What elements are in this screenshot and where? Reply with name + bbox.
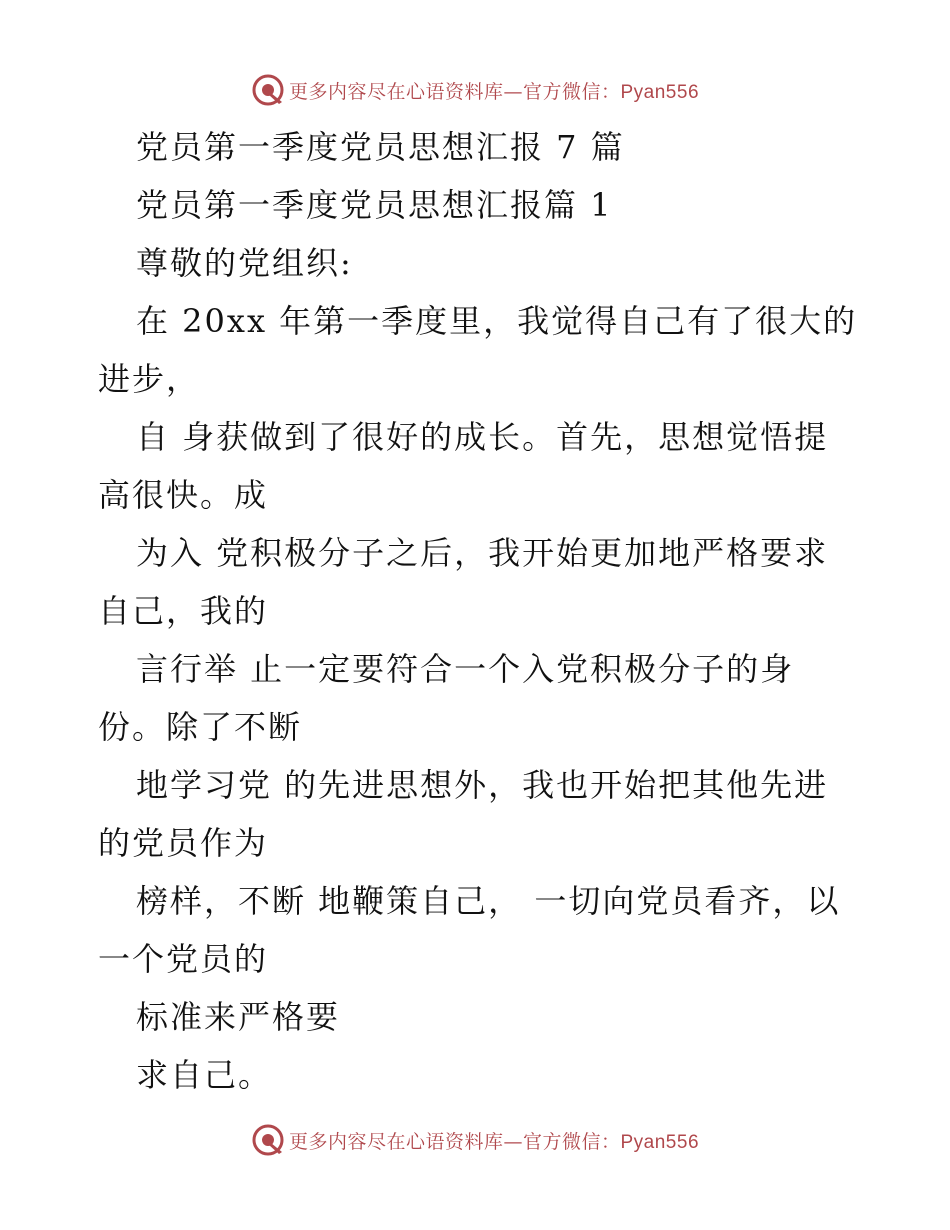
doc-line: 言行举 止一定要符合一个入党积极分子的身 [136,650,795,688]
doc-subtitle: 党员第一季度党员思想汇报篇 1 [136,186,613,224]
doc-line: 在 20xx 年第一季度里，我觉得自己有了很大的 [136,302,858,340]
doc-line: 的党员作为 [98,824,269,862]
doc-line: 标准来严格要 [136,998,341,1036]
doc-line: 一个党员的 [98,940,269,978]
logo-icon [251,73,285,107]
footer-banner-text [289,1127,699,1154]
doc-line: 进步， [98,360,201,398]
doc-line: 为入 党积极分子之后，我开始更加地严格要求 [136,534,829,572]
doc-line: 高很快。成 [98,476,269,514]
doc-line: 地学习党 的先进思想外，我也开始把其他先进 [136,766,829,804]
header-banner-label: 更多内容尽在心语资料库—官方微信： [288,80,621,103]
header-banner [0,70,950,110]
doc-line: 自 身获做到了很好的成长。首先，思想觉悟提 [136,418,829,456]
header-banner-text [289,77,699,104]
doc-salutation: 尊敬的党组织: [136,244,353,282]
footer-banner-handle: Pyan556 [620,1131,700,1153]
doc-title: 党员第一季度党员思想汇报 7 篇 [136,128,625,166]
doc-line: 份。除了不断 [98,708,303,746]
footer-banner-label: 更多内容尽在心语资料库—官方微信： [288,1130,621,1153]
header-banner-handle: Pyan556 [620,81,700,103]
doc-line: 自己，我的 [98,592,269,630]
doc-line: 求自己。 [136,1056,273,1094]
document-body [98,118,858,1104]
logo-icon [251,1123,285,1157]
footer-banner [0,1120,950,1160]
doc-line: 榜样，不断 地鞭策自己， 一切向党员看齐，以 [136,882,841,920]
